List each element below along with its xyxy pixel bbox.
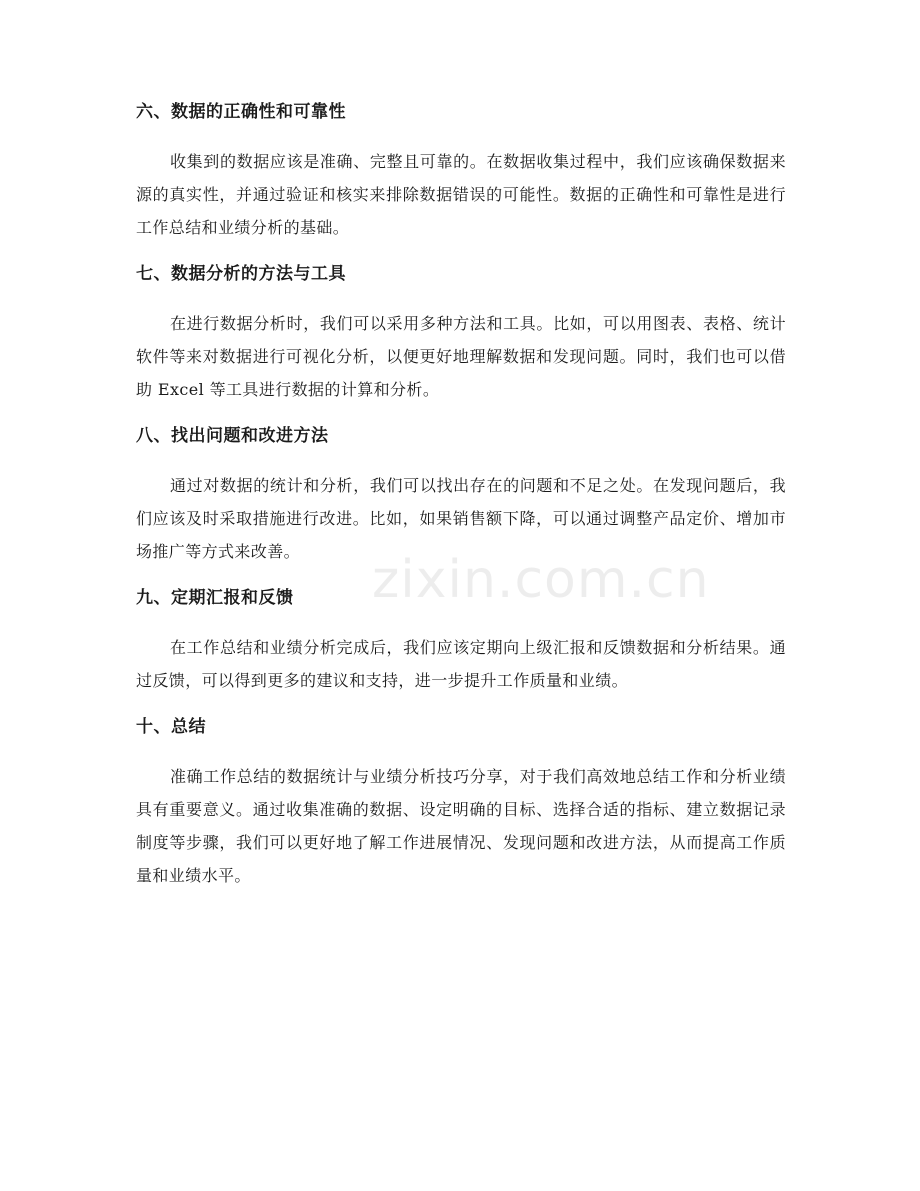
section-heading: 十、总结 (136, 717, 206, 737)
section-10 (136, 716, 786, 892)
section-heading: 六、数据的正确性和可靠性 (136, 102, 346, 122)
section-heading: 八、找出问题和改进方法 (136, 426, 329, 446)
section-heading: 七、数据分析的方法与工具 (136, 264, 346, 284)
watermark: zixin.com.cn (372, 550, 710, 610)
section-7 (136, 263, 786, 406)
section-paragraph: 在进行数据分析时，我们可以采用多种方法和工具。比如，可以用图表、表格、统计软件等来对数据进行可视化分析，以便更好地理解数据和发现问题。同时，我们也可以借助 Excel 等工具进行数据的计算和分析。 (136, 314, 786, 399)
section-heading: 九、定期汇报和反馈 (136, 588, 294, 608)
section-paragraph: 在工作总结和业绩分析完成后，我们应该定期向上级汇报和反馈数据和分析结果。通过反馈，可以得到更多的建议和支持，进一步提升工作质量和业绩。 (136, 638, 786, 690)
document-page (136, 101, 786, 911)
section-8 (136, 425, 786, 568)
section-paragraph: 通过对数据的统计和分析，我们可以找出存在的问题和不足之处。在发现问题后，我们应该及时采取措施进行改进。比如，如果销售额下降，可以通过调整产品定价、增加市场推广等方式来改善。 (136, 476, 786, 561)
section-paragraph: 收集到的数据应该是准确、完整且可靠的。在数据收集过程中，我们应该确保数据来源的真实性，并通过验证和核实来排除数据错误的可能性。数据的正确性和可靠性是进行工作总结和业绩分析的基础。 (136, 152, 786, 237)
section-6 (136, 101, 786, 244)
section-9 (136, 587, 786, 697)
section-paragraph: 准确工作总结的数据统计与业绩分析技巧分享，对于我们高效地总结工作和分析业绩具有重要意义。通过收集准确的数据、设定明确的目标、选择合适的指标、建立数据记录制度等步骤，我们可以更好地了解工作进展情况、发现问题和改进方法，从而提高工作质量和业绩水平。 (136, 767, 786, 885)
